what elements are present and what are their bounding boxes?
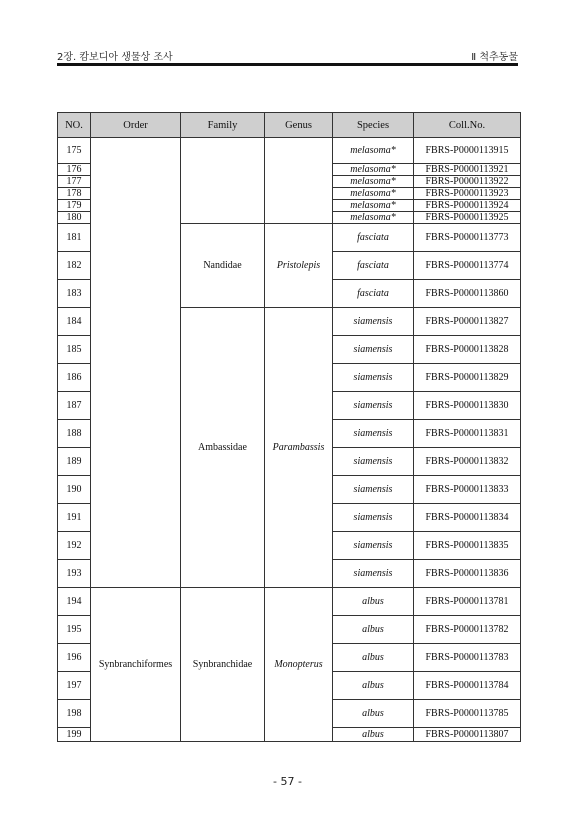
cell-species: fasciata (333, 280, 414, 308)
cell-coll-no: FBRS-P0000113860 (414, 280, 521, 308)
cell-coll-no: FBRS-P0000113833 (414, 476, 521, 504)
cell-coll-no: FBRS-P0000113783 (414, 644, 521, 672)
cell-species: albus (333, 728, 414, 742)
cell-coll-no: FBRS-P0000113834 (414, 504, 521, 532)
cell-coll-no: FBRS-P0000113924 (414, 200, 521, 212)
cell-species: siamensis (333, 364, 414, 392)
col-header-genus: Genus (265, 113, 333, 138)
table-row (58, 138, 521, 164)
cell-species: melasoma* (333, 212, 414, 224)
cell-coll-no: FBRS-P0000113836 (414, 560, 521, 588)
cell-coll-no: FBRS-P0000113774 (414, 252, 521, 280)
specimen-table (57, 112, 521, 742)
col-header-coll-no: Coll.No. (414, 113, 521, 138)
cell-family: Synbranchidae (181, 588, 265, 742)
page-number: - 57 - (273, 775, 302, 788)
cell-genus: Pristolepis (265, 224, 333, 308)
cell-order: Synbranchiformes (91, 588, 181, 742)
cell-no: 198 (58, 700, 91, 728)
cell-species: siamensis (333, 420, 414, 448)
cell-species: melasoma* (333, 200, 414, 212)
cell-coll-no: FBRS-P0000113784 (414, 672, 521, 700)
cell-species: siamensis (333, 308, 414, 336)
cell-species: siamensis (333, 532, 414, 560)
cell-no: 185 (58, 336, 91, 364)
cell-coll-no: FBRS-P0000113829 (414, 364, 521, 392)
cell-no: 183 (58, 280, 91, 308)
cell-no: 178 (58, 188, 91, 200)
cell-no: 189 (58, 448, 91, 476)
section-title: Ⅱ 척추동물 (471, 52, 518, 63)
cell-no: 187 (58, 392, 91, 420)
cell-no: 191 (58, 504, 91, 532)
cell-coll-no: FBRS-P0000113773 (414, 224, 521, 252)
cell-no: 180 (58, 212, 91, 224)
cell-species: albus (333, 672, 414, 700)
cell-species: albus (333, 588, 414, 616)
cell-species: melasoma* (333, 176, 414, 188)
cell-coll-no: FBRS-P0000113835 (414, 532, 521, 560)
cell-no: 186 (58, 364, 91, 392)
cell-genus: Parambassis (265, 308, 333, 588)
cell-species: siamensis (333, 392, 414, 420)
cell-species: albus (333, 616, 414, 644)
cell-no: 182 (58, 252, 91, 280)
cell-species: melasoma* (333, 138, 414, 164)
cell-species: albus (333, 700, 414, 728)
cell-species: melasoma* (333, 164, 414, 176)
cell-order (91, 138, 181, 588)
col-header-family: Family (181, 113, 265, 138)
cell-coll-no: FBRS-P0000113830 (414, 392, 521, 420)
cell-no: 177 (58, 176, 91, 188)
header-rule (57, 63, 518, 66)
cell-no: 195 (58, 616, 91, 644)
table-row (58, 588, 521, 616)
cell-no: 188 (58, 420, 91, 448)
cell-no: 184 (58, 308, 91, 336)
cell-no: 196 (58, 644, 91, 672)
cell-no: 193 (58, 560, 91, 588)
cell-family: Nandidae (181, 224, 265, 308)
cell-coll-no: FBRS-P0000113925 (414, 212, 521, 224)
cell-no: 192 (58, 532, 91, 560)
cell-no: 199 (58, 728, 91, 742)
cell-species: fasciata (333, 224, 414, 252)
cell-coll-no: FBRS-P0000113827 (414, 308, 521, 336)
col-header-order: Order (91, 113, 181, 138)
table-body (58, 138, 521, 742)
cell-coll-no: FBRS-P0000113782 (414, 616, 521, 644)
cell-species: siamensis (333, 560, 414, 588)
col-header-no: NO. (58, 113, 91, 138)
cell-coll-no: FBRS-P0000113832 (414, 448, 521, 476)
cell-species: fasciata (333, 252, 414, 280)
col-header-species: Species (333, 113, 414, 138)
cell-no: 179 (58, 200, 91, 212)
cell-coll-no: FBRS-P0000113785 (414, 700, 521, 728)
cell-no: 190 (58, 476, 91, 504)
cell-family: Ambassidae (181, 308, 265, 588)
cell-coll-no: FBRS-P0000113923 (414, 188, 521, 200)
cell-species: siamensis (333, 336, 414, 364)
cell-coll-no: FBRS-P0000113915 (414, 138, 521, 164)
cell-coll-no: FBRS-P0000113807 (414, 728, 521, 742)
cell-species: siamensis (333, 476, 414, 504)
chapter-title: 2장. 캄보디아 생물상 조사 (57, 52, 173, 63)
cell-family (181, 138, 265, 224)
cell-genus: Monopterus (265, 588, 333, 742)
cell-coll-no: FBRS-P0000113828 (414, 336, 521, 364)
cell-no: 175 (58, 138, 91, 164)
cell-coll-no: FBRS-P0000113831 (414, 420, 521, 448)
cell-coll-no: FBRS-P0000113781 (414, 588, 521, 616)
cell-species: melasoma* (333, 188, 414, 200)
cell-species: siamensis (333, 448, 414, 476)
cell-species: siamensis (333, 504, 414, 532)
cell-species: albus (333, 644, 414, 672)
cell-coll-no: FBRS-P0000113921 (414, 164, 521, 176)
cell-no: 176 (58, 164, 91, 176)
table-header-row (58, 113, 521, 138)
cell-no: 197 (58, 672, 91, 700)
cell-genus (265, 138, 333, 224)
running-header (57, 46, 518, 62)
cell-no: 194 (58, 588, 91, 616)
cell-coll-no: FBRS-P0000113922 (414, 176, 521, 188)
cell-no: 181 (58, 224, 91, 252)
